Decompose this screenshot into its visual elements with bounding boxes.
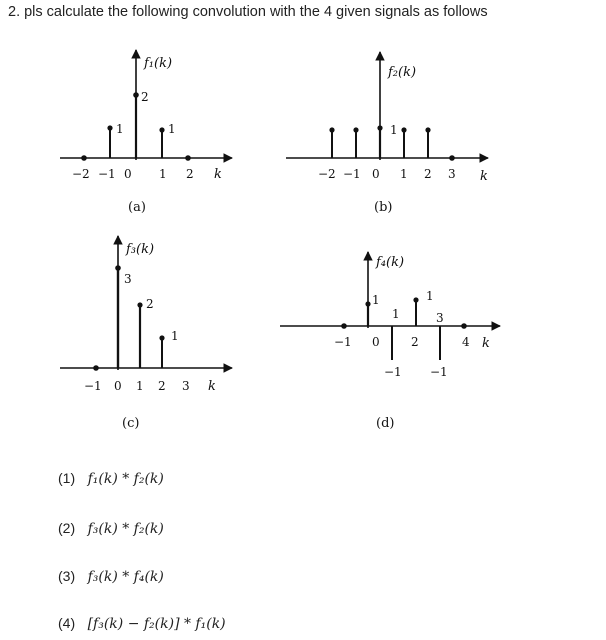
plot-a-dot-k0	[133, 92, 139, 98]
plot-b-dot	[329, 127, 334, 132]
plot-d-tick: 0	[372, 335, 380, 349]
question-2-number: (2)	[58, 520, 76, 536]
question-3-expression: f₃(k) * f₄(k)	[87, 569, 164, 585]
plot-b-tick: 1	[400, 167, 408, 181]
plot-b-dot	[425, 127, 430, 132]
plot-c-dot-k0	[115, 265, 121, 271]
question-1-number: (1)	[58, 470, 76, 486]
plot-b-tick: 3	[448, 167, 456, 181]
plot-b-dot-k3	[449, 155, 455, 161]
plot-c-caption: (c)	[122, 416, 140, 431]
plot-b-caption: (b)	[374, 200, 393, 215]
plot-d-dot-k-1	[341, 323, 347, 329]
plot-a-value-k1: 1	[168, 122, 176, 136]
plot-d-axis-label: k	[482, 336, 490, 351]
plot-d-dot-k0	[365, 301, 370, 306]
plot-c	[60, 236, 232, 431]
plot-a-tick: 2	[186, 167, 194, 181]
plot-d-tick: −1	[334, 335, 352, 349]
plot-b-tick: 0	[372, 167, 380, 181]
plot-c-value-k0: 3	[124, 272, 132, 286]
plot-d-value: 3	[436, 311, 444, 325]
plot-a-dot-k1	[159, 127, 164, 132]
plot-a-value-k-1: 1	[116, 122, 124, 136]
plot-a-axis-label: k	[214, 167, 222, 182]
plot-d-value: 1	[372, 293, 380, 307]
plot-b-tick: −1	[343, 167, 361, 181]
plot-d-value: 1	[426, 289, 434, 303]
question-4	[58, 615, 226, 632]
plot-b-dot	[353, 127, 358, 132]
plot-a-caption: (a)	[128, 200, 146, 215]
plot-b-axis-label: k	[480, 169, 488, 184]
plot-c-axis-label: k	[208, 379, 216, 394]
plot-a-dot-k-2	[81, 155, 87, 161]
question-2	[58, 520, 164, 537]
plot-b-value-k0: 1	[390, 123, 398, 137]
question-1	[58, 470, 164, 487]
plot-d-value: −1	[384, 365, 402, 379]
plot-a-value-k0: 2	[141, 90, 149, 104]
plot-b-fname: f₂(k)	[388, 65, 417, 80]
plot-c-value-k1: 2	[146, 297, 154, 311]
question-4-expression: [f₃(k) − f₂(k)] * f₁(k)	[87, 616, 226, 632]
plot-b	[286, 52, 488, 215]
plot-c-fname: f₃(k)	[126, 242, 155, 257]
plot-b-dot	[401, 127, 406, 132]
plot-a-dot-k-1	[107, 125, 112, 130]
plot-a-tick: 1	[159, 167, 167, 181]
plot-c-tick: −1	[84, 379, 102, 393]
plot-a-fname: f₁(k)	[144, 56, 173, 71]
plot-d-fname: f₄(k)	[376, 255, 405, 270]
question-2-expression: f₃(k) * f₂(k)	[87, 521, 164, 537]
plot-c-tick: 1	[136, 379, 144, 393]
plot-c-tick: 2	[158, 379, 166, 393]
plot-c-dot-k2	[159, 335, 164, 340]
plot-d-caption: (d)	[376, 416, 395, 431]
plot-a-dot-k2	[185, 155, 191, 161]
plot-c-dot-k-1	[93, 365, 99, 371]
plot-d-dot-k2	[413, 297, 418, 302]
question-3-number: (3)	[58, 568, 76, 584]
plot-c-dot-k1	[137, 302, 142, 307]
plot-d-tick: 2	[411, 335, 419, 349]
plot-d-tick: 4	[462, 335, 470, 349]
question-3	[58, 568, 164, 585]
plot-d-dot-k4	[461, 323, 467, 329]
plot-a-tick: −1	[98, 167, 116, 181]
plot-c-tick: 0	[114, 379, 122, 393]
plot-d-value: −1	[430, 365, 448, 379]
plot-a	[60, 50, 232, 215]
plot-b-dot-k0	[377, 125, 382, 130]
plot-d-value: 1	[392, 307, 400, 321]
plot-b-tick: −2	[318, 167, 336, 181]
problem-title: 2. pls calculate the following convolution with the 4 given signals as follows	[8, 4, 488, 20]
plot-a-tick: 0	[124, 167, 132, 181]
question-1-expression: f₁(k) * f₂(k)	[87, 471, 164, 487]
plot-b-tick: 2	[424, 167, 432, 181]
plot-c-value-k2: 1	[171, 329, 179, 343]
plot-c-tick: 3	[182, 379, 190, 393]
plot-d	[280, 252, 500, 431]
question-4-number: (4)	[58, 615, 76, 631]
plot-a-tick: −2	[72, 167, 90, 181]
